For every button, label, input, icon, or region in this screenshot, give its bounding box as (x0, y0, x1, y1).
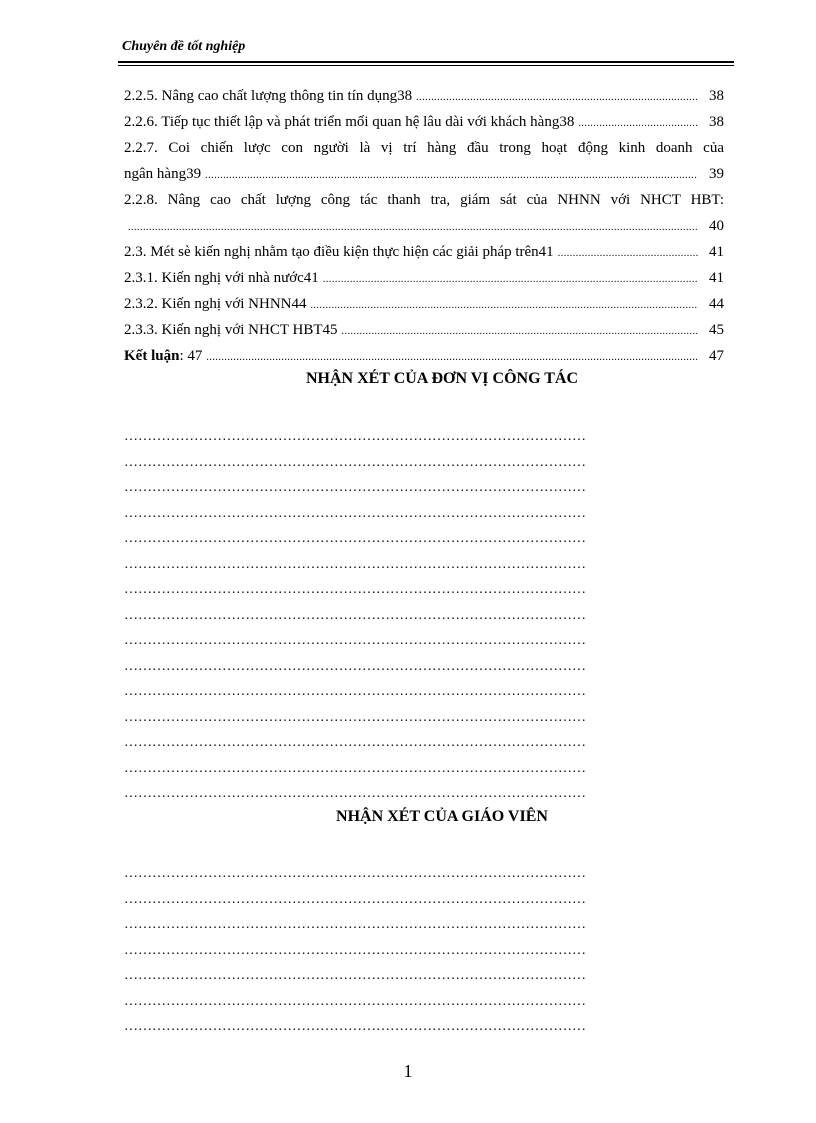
toc-entry: 2.2.8. Nâng cao chất lượng công tác thanh tra, giám sát của NHNN với NHCT HBT: (124, 192, 724, 208)
toc-page: 41 (709, 270, 724, 286)
toc-entry: 2.3. Mét sè kiến nghị nhằm tạo điều kiện thực hiện các giải pháp trên41 ..... 41 (124, 239, 724, 265)
conclusion-label: Kết luận (124, 348, 180, 364)
toc-entry: 2.3.3. Kiến nghị với NHCT HBT45 ..... 45 (124, 317, 724, 343)
header-rule (118, 61, 734, 63)
dotted-line: ……………………………………………………………………………………… (124, 505, 586, 521)
toc-leader (205, 163, 698, 189)
dotted-line: ……………………………………………………………………………………… (124, 607, 586, 623)
dotted-line: ……………………………………………………………………………………… (124, 942, 586, 958)
table-of-contents (124, 83, 724, 369)
dotted-line: ……………………………………………………………………………………… (124, 866, 586, 881)
toc-leader (558, 241, 698, 267)
toc-entry: 2.3.1. Kiến nghị với nhà nước41 ..... 41 (124, 265, 724, 291)
dotted-line: ……………………………………………………………………………………… (124, 684, 586, 699)
toc-entry-conclusion: Kết luận: 47 ..... 47 (124, 343, 724, 369)
toc-page: 39 (709, 166, 724, 182)
toc-leader (416, 85, 698, 111)
toc-page: 45 (709, 322, 724, 338)
toc-entry: ngân hàng39 ..... 39 (124, 161, 724, 187)
toc-leader (323, 267, 698, 293)
page-number: 1 (403, 1061, 413, 1081)
toc-page: 40 (709, 218, 724, 234)
dotted-line: ……………………………………………………………………………………… (124, 786, 586, 801)
toc-entry: 2.2.7. Coi chiến lược con người là vị trí hàng đầu trong hoạt động kinh doanh của (124, 140, 724, 156)
teacher-review-lines (124, 861, 730, 1040)
dotted-line: ……………………………………………………………………………………… (124, 429, 586, 444)
dotted-line: ……………………………………………………………………………………… (124, 556, 586, 572)
toc-leader (128, 215, 698, 241)
header-rule-thin (118, 65, 734, 66)
dotted-line: ……………………………………………………………………………………… (124, 531, 586, 546)
dotted-line: ……………………………………………………………………………………… (124, 968, 586, 983)
toc-page: 38 (709, 114, 724, 130)
toc-entry (124, 213, 724, 239)
toc-leader (578, 111, 698, 137)
teacher-review-title: NHẬN XÉT CỦA GIÁO VIÊN (336, 808, 548, 825)
toc-page: 44 (709, 296, 724, 312)
toc-entry: 2.2.5. Nâng cao chất lượng thông tin tín dụng38 ..... 38 (124, 83, 724, 109)
unit-review-title: NHẬN XÉT CỦA ĐƠN VỊ CÔNG TÁC (305, 370, 579, 387)
dotted-line: ……………………………………………………………………………………… (124, 1019, 586, 1034)
dotted-line: ……………………………………………………………………………………… (124, 582, 586, 597)
toc-entry: 2.3.2. Kiến nghị với NHNN44 ..... 44 (124, 291, 724, 317)
toc-leader (311, 293, 698, 319)
dotted-line: ……………………………………………………………………………………… (124, 480, 586, 495)
toc-leader (206, 345, 698, 371)
dotted-line: ……………………………………………………………………………………… (124, 709, 586, 725)
dotted-line: ……………………………………………………………………………………… (124, 760, 586, 776)
header-title: Chuyên đề tốt nghiệp (122, 39, 246, 54)
toc-leader (342, 319, 699, 345)
toc-page: 47 (709, 348, 724, 364)
dotted-line: ……………………………………………………………………………………… (124, 633, 586, 648)
dotted-line: ……………………………………………………………………………………… (124, 454, 586, 470)
dotted-line: ……………………………………………………………………………………… (124, 993, 586, 1009)
toc-page: 38 (709, 88, 724, 104)
dotted-line: ……………………………………………………………………………………… (124, 917, 586, 932)
dotted-line: ……………………………………………………………………………………… (124, 735, 586, 750)
toc-entry: 2.2.6. Tiếp tục thiết lập và phát triển mối quan hệ lâu dài với khách hàng38 ..... 38 (124, 109, 724, 135)
dotted-line: ……………………………………………………………………………………… (124, 658, 586, 674)
dotted-line: ……………………………………………………………………………………… (124, 891, 586, 907)
toc-page: 41 (709, 244, 724, 260)
unit-review-lines (124, 424, 730, 807)
